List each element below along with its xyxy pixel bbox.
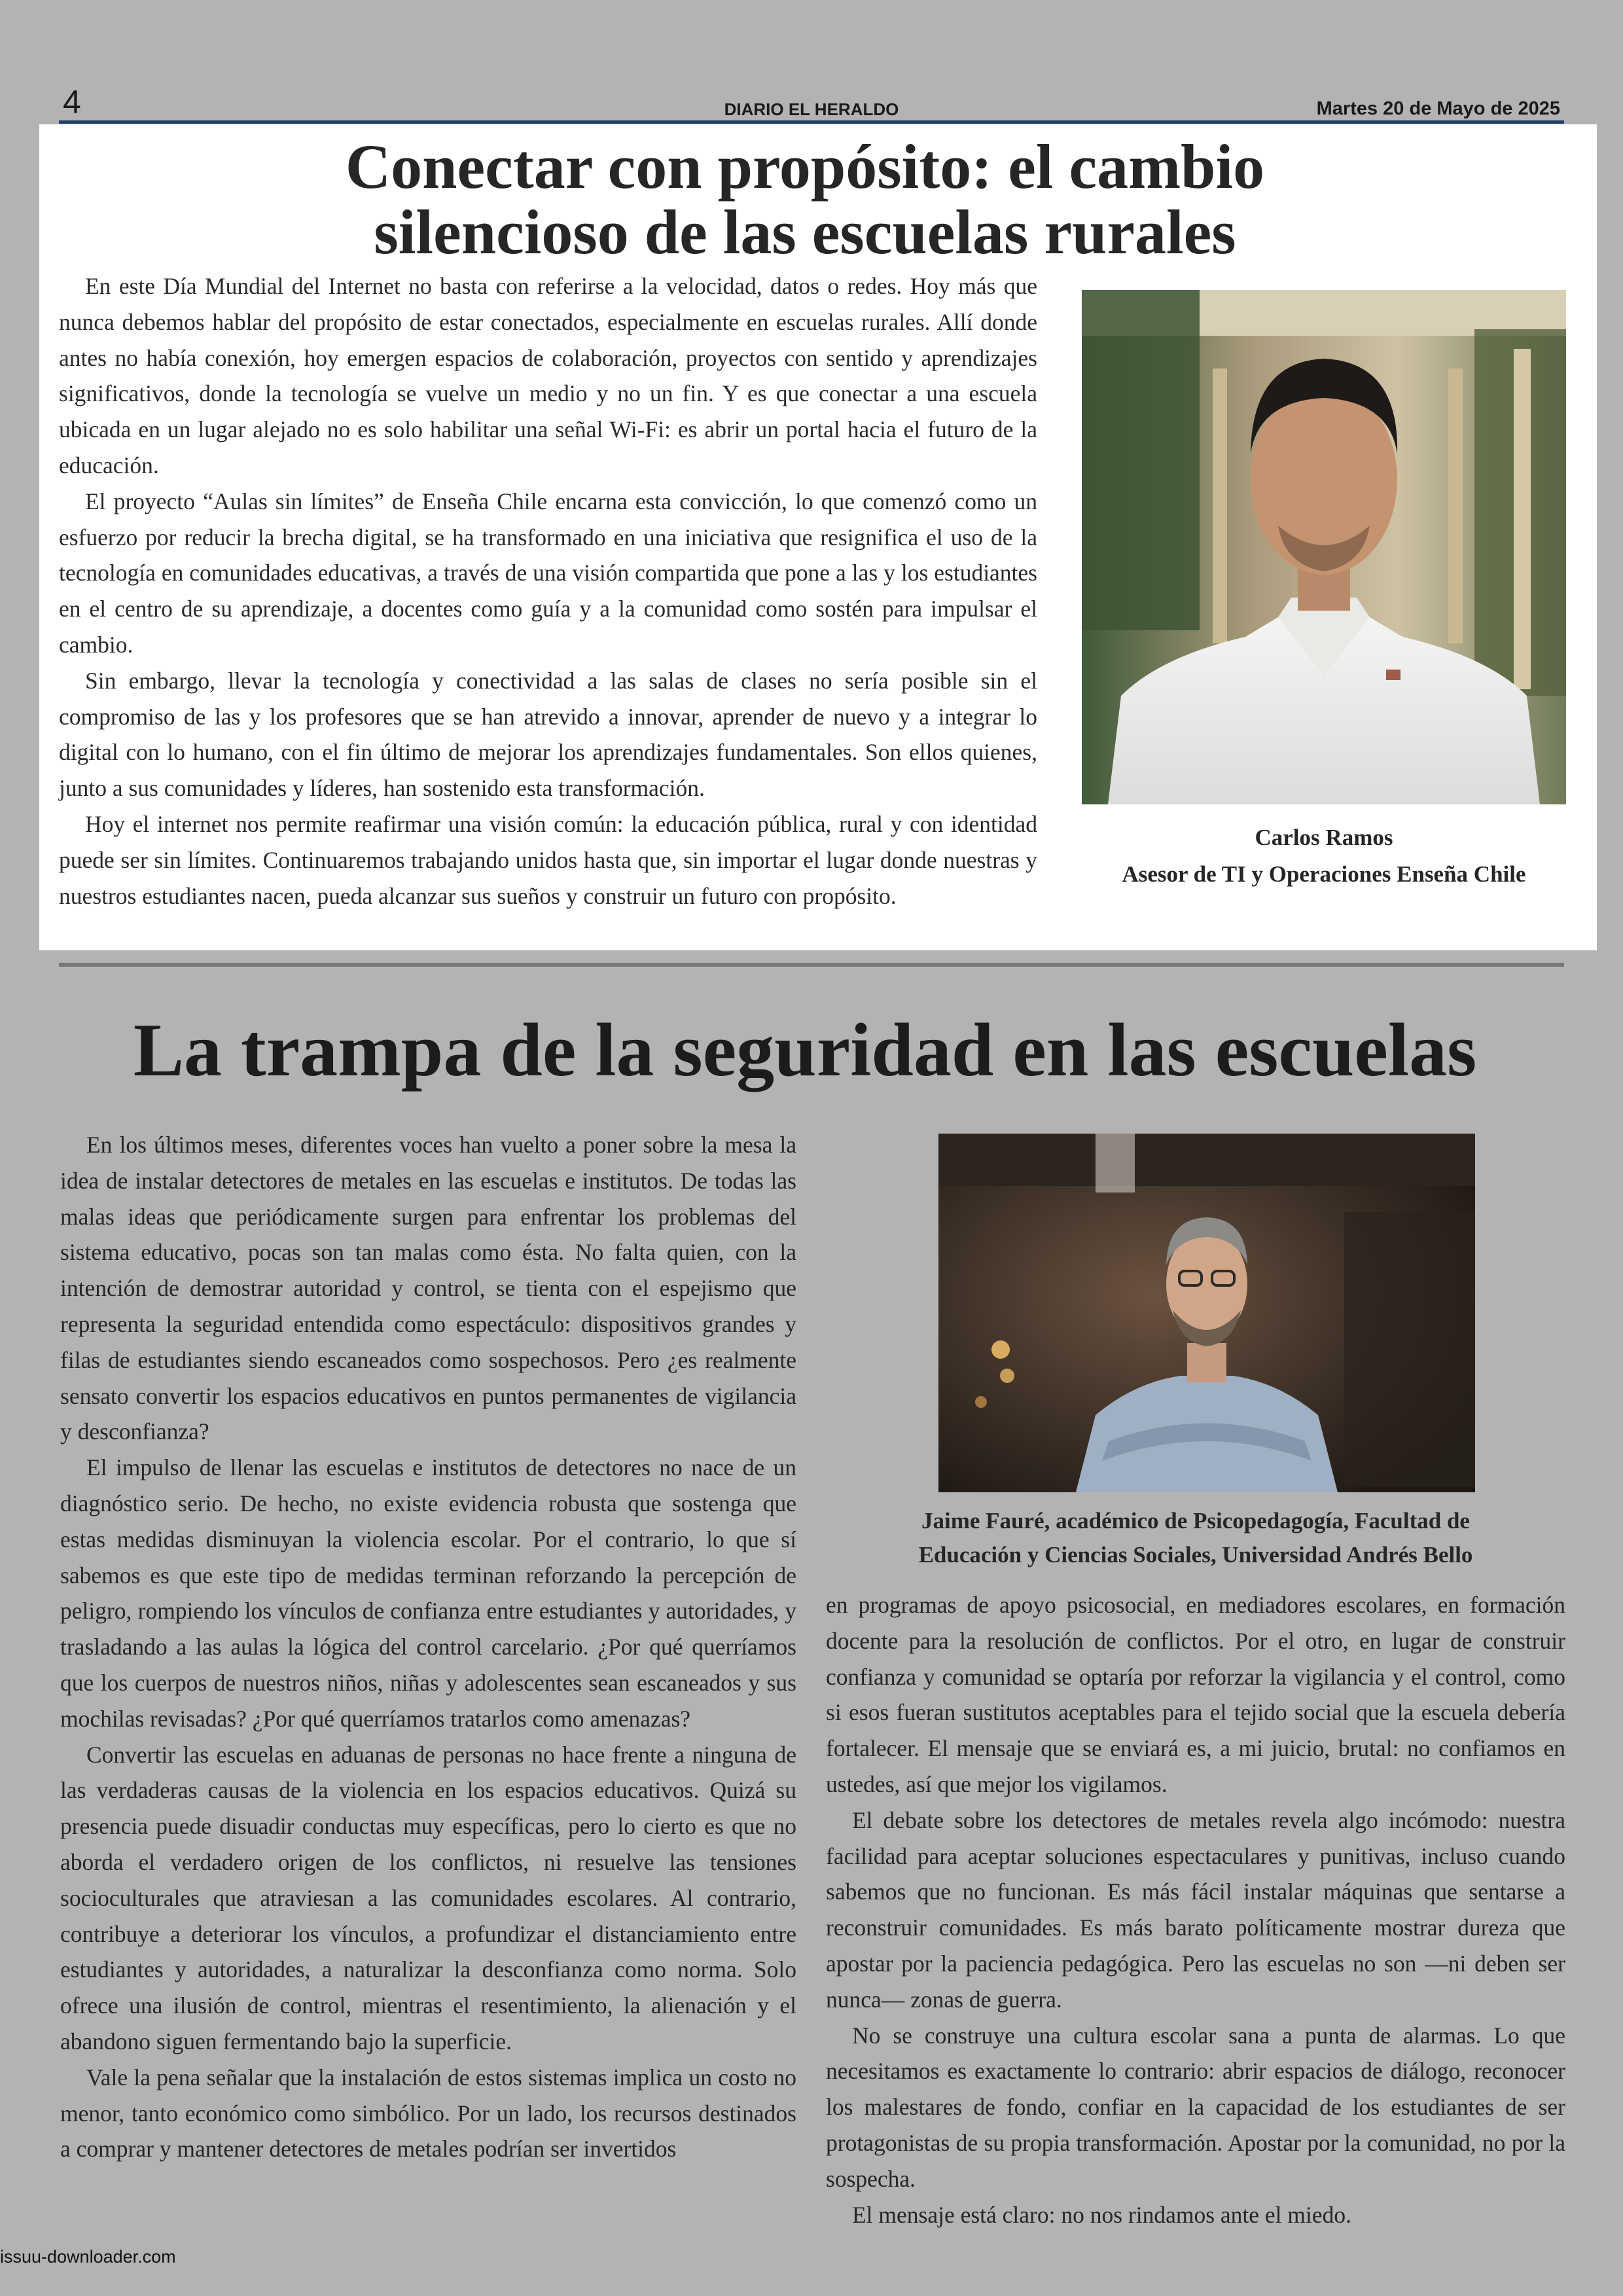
caption2-line1: Jaime Fauré, académico de Psicopedagogía, Facultad de [921, 1508, 1470, 1534]
article2-title: La trampa de la seguridad en las escuelas [133, 1009, 1477, 1092]
article2-paragraph: Convertir las escuelas en aduanas de personas no hace frente a ninguna de las verdaderas causas de la violencia en los espacios educativos. Quizá su presencia puede disuadir conductas muy específicas, pero lo cierto es que no aborda el verdadero origen de los conflictos, ni resuelve las tensiones socioculturales que atraviesan a las comunidades escolares. Al contrario, contribuye a deteriorar los vínculos, a profundizar el distanciamiento entre estudiantes y autoridades, a naturalizar la desconfianza como norma. Solo ofrece una ilusión de control, mientras el resentimiento, la alienación y el abandono siguen fermentando bajo la superficie. [60, 1741, 796, 2054]
caption2-line2: Educación y Ciencias Sociales, Universidad Andrés Bello [918, 1542, 1473, 1568]
section-divider [59, 963, 1564, 967]
article1-title [59, 134, 1551, 265]
article2-paragraph: El mensaje está claro: no nos rindamos ante el miedo. [852, 2201, 1352, 2228]
watermark: issuu-downloader.com [0, 2247, 176, 2267]
header-rule [59, 120, 1564, 124]
article2-paragraph: En los últimos meses, diferentes voces han vuelto a poner sobre la mesa la idea de instalar detectores de metales en las escuelas e institutos. De todas las malas ideas que periódicamente surgen para enfrentar los problemas del sistema educativo, pocas son tan malas como ésta. No falta quien, con la intención de demostrar autoridad y control, se tienta con el espejismo que representa la seguridad entendida como espectáculo: dispositivos grandes y filas de estudiantes siendo escaneados como sospechosos. Pero ¿es realmente sensato convertir los espacios educativos en puntos permanentes de vigilancia y desconfianza? [60, 1132, 796, 1445]
caption1-name: Carlos Ramos [1255, 825, 1393, 850]
article1-paragraph: Hoy el internet nos permite reafirmar una visión común: la educación pública, rural y con identidad puede ser sin límites. Continuaremos trabajando unidos hasta que, sin importar el lugar donde nuestras y nuestros estudiantes nacen, pueda alcanzar sus sueños y construir un futuro con propósito. [59, 810, 1037, 909]
article1-body [59, 268, 1037, 914]
article2-column-left [60, 1127, 796, 2167]
article2-paragraph: El impulso de llenar las escuelas e institutos de detectores no nace de un diagnóstico serio. De hecho, no existe evidencia robusta que sostenga que estas medidas disminuyan la violencia escolar. Por el contrario, lo que sí sabemos es que este tipo de medidas terminan reforzando la percepción de peligro, rompiendo los vínculos de confianza entre estudiantes y autoridades, y trasladando a las aulas la lógica del control carcelario. ¿Por qué querríamos que los cuerpos de nuestros niños, niñas y adolescentes sean escaneados y sus mochilas revisadas? ¿Por qué querríamos tratarlos como amenazas? [60, 1454, 796, 1732]
photo1-caption [1082, 819, 1566, 893]
article1-title-line1: Conectar con propósito: el cambio [345, 132, 1265, 202]
newspaper-name: DIARIO EL HERALDO [724, 99, 899, 119]
photo2-caption [826, 1504, 1565, 1572]
article2-paragraph-continued: en programas de apoyo psicosocial, en mediadores escolares, en formación docente para la resolución de conflictos. Por el otro, en lugar de construir confianza y comunidad se optaría por reforzar la vigilancia y el control, como si esos fueran sustitutos aceptables para el tejido social que la escuela debería fortalecer. El mensaje que se enviará es, a mi juicio, brutal: no confiamos en ustedes, así que mejor los vigilamos. [826, 1592, 1565, 1797]
article2-paragraph: Vale la pena señalar que la instalación de estos sistemas implica un costo no menor, tanto económico como simbólico. Por un lado, los recursos destinados a comprar y mantener detectores de metales podrían ser invertidos [60, 2064, 796, 2162]
carlos-ramos-photo [1082, 290, 1566, 804]
issue-date: Martes 20 de Mayo de 2025 [1316, 98, 1560, 119]
article1-paragraph: El proyecto “Aulas sin límites” de Enseña Chile encarna esta convicción, lo que comenzó como un esfuerzo por reducir la brecha digital, se ha transformado en una iniciativa que resignifica el uso de la tecnología en comunidades educativas, a través de una visión compartida que pone a las y los estudiantes en el centro de su aprendizaje, a docentes como guía y a la comunidad como sostén para impulsar el cambio. [59, 488, 1037, 658]
jaime-faure-photo [938, 1134, 1475, 1492]
page-number: 4 [63, 84, 81, 120]
caption1-role: Asesor de TI y Operaciones Enseña Chile [1122, 861, 1526, 887]
article2-column-right [826, 1587, 1565, 2233]
article2-paragraph: El debate sobre los detectores de metales revela algo incómodo: nuestra facilidad para aceptar soluciones espectaculares y punitivas, incluso cuando sabemos que no funcionan. Es más fácil instalar máquinas que sentarse a reconstruir comunidades. Es más barato políticamente mostrar dureza que apostar por la paciencia pedagógica. Pero las escuelas no son —ni deben ser nunca— zonas de guerra. [826, 1806, 1565, 2013]
article1-paragraph: Sin embargo, llevar la tecnología y conectividad a las salas de clases no sería posible sin el compromiso de las y los profesores que se han atrevido a innovar, aprender de nuevo y a integrar lo digital con lo humano, con el fin último de mejorar los aprendizajes fundamentales. Son ellos quienes, junto a sus comunidades y líderes, han sostenido esta transformación. [59, 667, 1037, 802]
article1-title-line2: silencioso de las escuelas rurales [374, 197, 1236, 267]
article2-paragraph: No se construye una cultura escolar sana a punta de alarmas. Lo que necesitamos es exactamente lo contrario: abrir espacios de diálogo, reconocer los malestares de fondo, confiar en la capacidad de los estudiantes de ser protagonistas de su propia transformación. Apostar por la comunidad, no por la sospecha. [826, 2022, 1565, 2192]
article1-paragraph: En este Día Mundial del Internet no basta con referirse a la velocidad, datos o redes. Hoy más que nunca debemos hablar del propósito de estar conectados, especialmente en escuelas rurales. Allí donde antes no había conexión, hoy emergen espacios de colaboración, proyectos con sentido y aprendizajes significativos, donde la tecnología se vuelve un medio y no un fin. Y es que conectar a una escuela ubicada en un lugar alejado no es solo habilitar una señal Wi-Fi: es abrir un portal hacia el futuro de la educación. [59, 273, 1037, 478]
